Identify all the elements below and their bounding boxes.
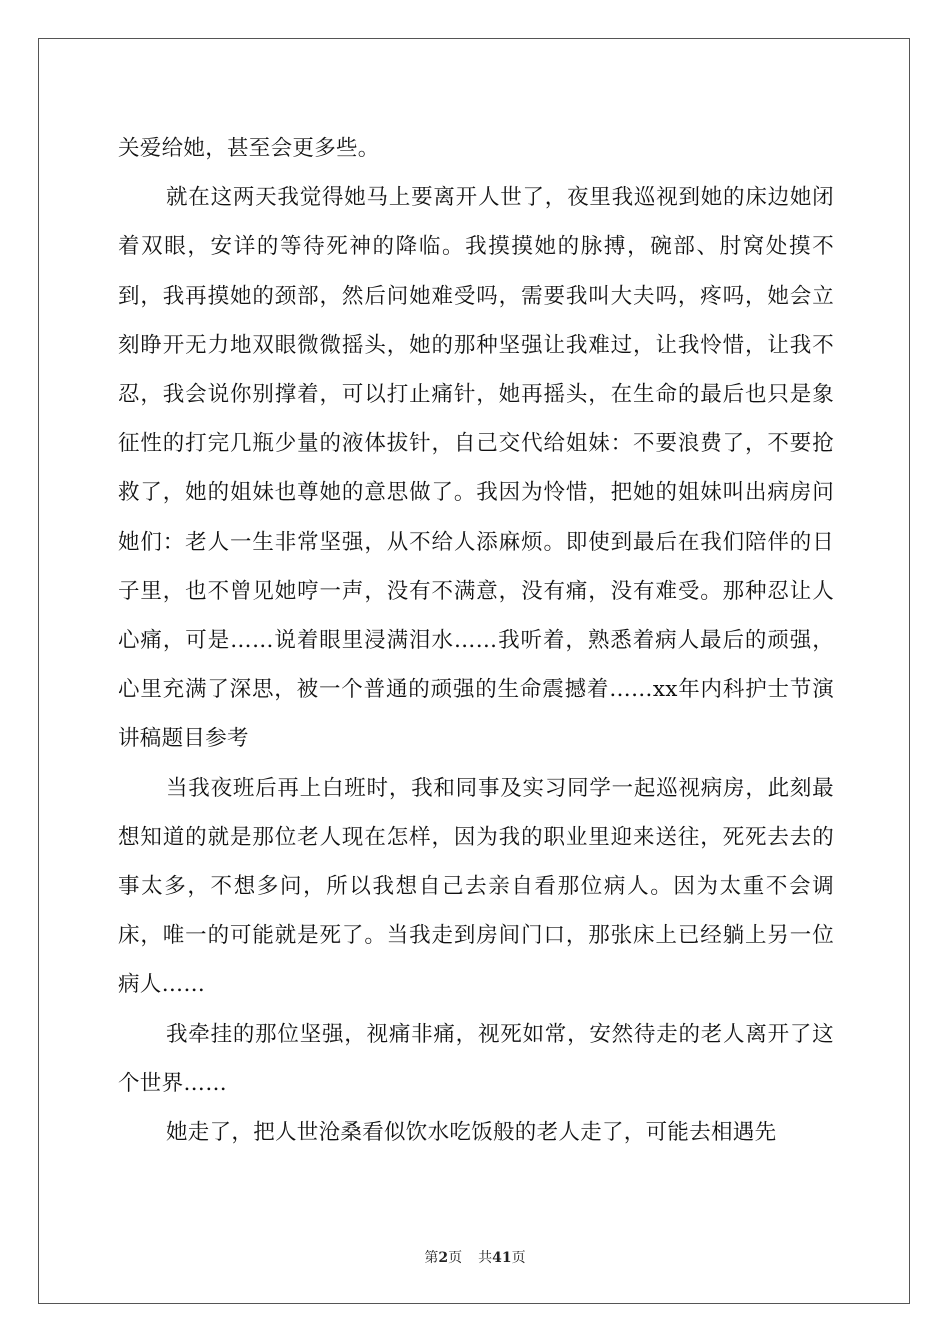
total-pages: 41 [492,1250,512,1266]
paragraph-3: 当我夜班后再上白班时，我和同事及实习同学一起巡视病房，此刻最想知道的就是那位老人现在怎样，因为我的职业里迎来送往，死死去去的事太多，不想多问，所以我想自己去亲自看那位病人。因为太重不会调床，唯一的可能就是死了。当我走到房间门口，那张床上已经躺上另一位病人…… [118,775,834,998]
total-suffix: 页 [511,1250,526,1266]
total-prefix: 共 [478,1250,493,1266]
page-prefix: 第 [424,1250,439,1266]
paragraph-2: 就在这两天我觉得她马上要离开人世了，夜里我巡视到她的床边她闭着双眼，安详的等待死神的降临。我摸摸她的脉搏，碗部、肘窝处摸不到，我再摸她的颈部，然后问她难受吗，需要我叫大夫吗，疼吗，她会立刻睁开无力地双眼微微摇头，她的那种坚强让我难过，让我怜惜，让我不忍，我会说你别撑着，可以打止痛针，她再摇头，在生命的最后也只是象征性的打完几瓶少量的液体拔针，自己交代给姐妹：不要浪费了，不要抢救了，她的姐妹也尊她的意思做了。我因为怜惜，把她的姐妹叫出病房问她们：老人一生非常坚强，从不给人添麻烦。即使到最后在我们陪伴的日子里，也不曾见她哼一声，没有不满意，没有痛，没有难受。那种忍让人心痛，可是……说着眼里浸满泪水……我听着，熟悉着病人最后的顽强，心里充满了深思，被一个普通的顽强的生命震撼着……xx年内科护士节演讲稿题目参考 [118,185,834,752]
document-body [118,124,834,1157]
page-suffix: 页 [448,1250,463,1266]
page-number: 2 [438,1250,449,1266]
paragraph-4: 我牵挂的那位坚强，视痛非痛，视死如常，安然待走的老人离开了这个世界…… [118,1021,834,1096]
page-footer [0,1247,950,1267]
paragraph-5: 她走了，把人世沧桑看似饮水吃饭般的老人走了，可能去相遇先 [166,1120,777,1146]
paragraph-1: 关爱给她，甚至会更多些。 [118,136,380,161]
